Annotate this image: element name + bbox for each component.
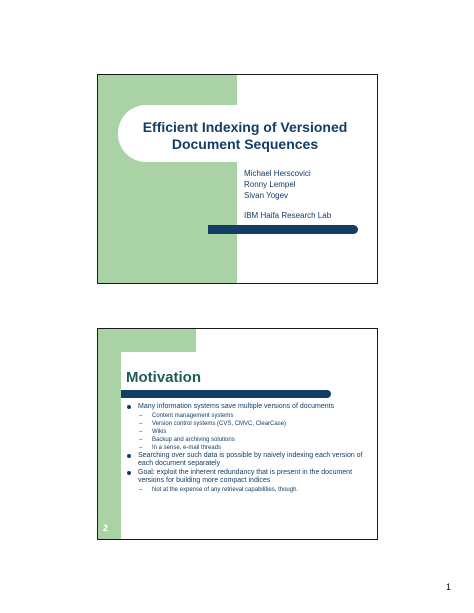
sub-bullet-text: Not at the expense of any retrieval capabilities, though. xyxy=(152,487,299,493)
sub-bullet-item xyxy=(125,428,371,436)
bullet-item xyxy=(125,469,371,485)
bullet-dot-icon xyxy=(127,405,131,409)
title-line-1: Efficient Indexing of Versioned xyxy=(142,119,348,135)
page-number: 1 xyxy=(446,582,452,592)
bullet-item xyxy=(125,452,371,468)
slide-title: Motivation xyxy=(126,369,201,386)
accent-bar xyxy=(121,390,331,398)
sub-bullet-text: In a sense, e-mail threads xyxy=(152,445,222,451)
sub-bullet-item xyxy=(125,486,371,494)
accent-bar xyxy=(208,225,358,234)
green-side-panel xyxy=(98,329,121,539)
sub-bullet-item xyxy=(125,436,371,444)
dash-icon: – xyxy=(139,429,143,435)
dash-icon: – xyxy=(139,421,143,427)
bullet-list xyxy=(125,403,371,494)
slide-2 xyxy=(97,328,378,540)
sub-bullet-text: Version control systems (CVS, CMVC, ClearCase) xyxy=(152,421,287,427)
bullet-text: Many information systems save multiple versions of documents xyxy=(138,403,335,410)
bullet-dot-icon xyxy=(127,471,131,475)
sub-bullet-item xyxy=(125,444,371,452)
sub-bullet-text: Backup and archiving solutions xyxy=(152,437,235,443)
sub-bullet-item xyxy=(125,412,371,420)
author-name: Ronny Lempel xyxy=(244,180,296,189)
sub-bullet-text: Wikis xyxy=(152,429,167,435)
green-top-panel xyxy=(98,329,196,352)
dash-icon: – xyxy=(139,413,143,419)
title-line-2: Document Sequences xyxy=(171,136,319,152)
bullet-text: Searching over such data is possible by naively indexing each version of each document separately xyxy=(138,452,363,467)
bullet-dot-icon xyxy=(127,454,131,458)
slide-1 xyxy=(97,74,378,284)
dash-icon: – xyxy=(139,487,143,493)
sub-bullet-item xyxy=(125,420,371,428)
bullet-text: Goal: exploit the inherent redundancy that is present in the document versions for building more compact indices xyxy=(138,469,353,484)
author-name: Sivan Yogev xyxy=(244,191,289,200)
slide-number: 2 xyxy=(103,523,109,533)
affiliation: IBM Haifa Research Lab xyxy=(244,211,332,220)
author-name: Michael Herscovici xyxy=(244,169,311,178)
author-list xyxy=(244,168,311,201)
dash-icon: – xyxy=(139,437,143,443)
dash-icon: – xyxy=(139,445,143,451)
bullet-item xyxy=(125,403,371,411)
sub-bullet-text: Content management systems xyxy=(152,413,234,419)
slide-title xyxy=(134,119,356,153)
